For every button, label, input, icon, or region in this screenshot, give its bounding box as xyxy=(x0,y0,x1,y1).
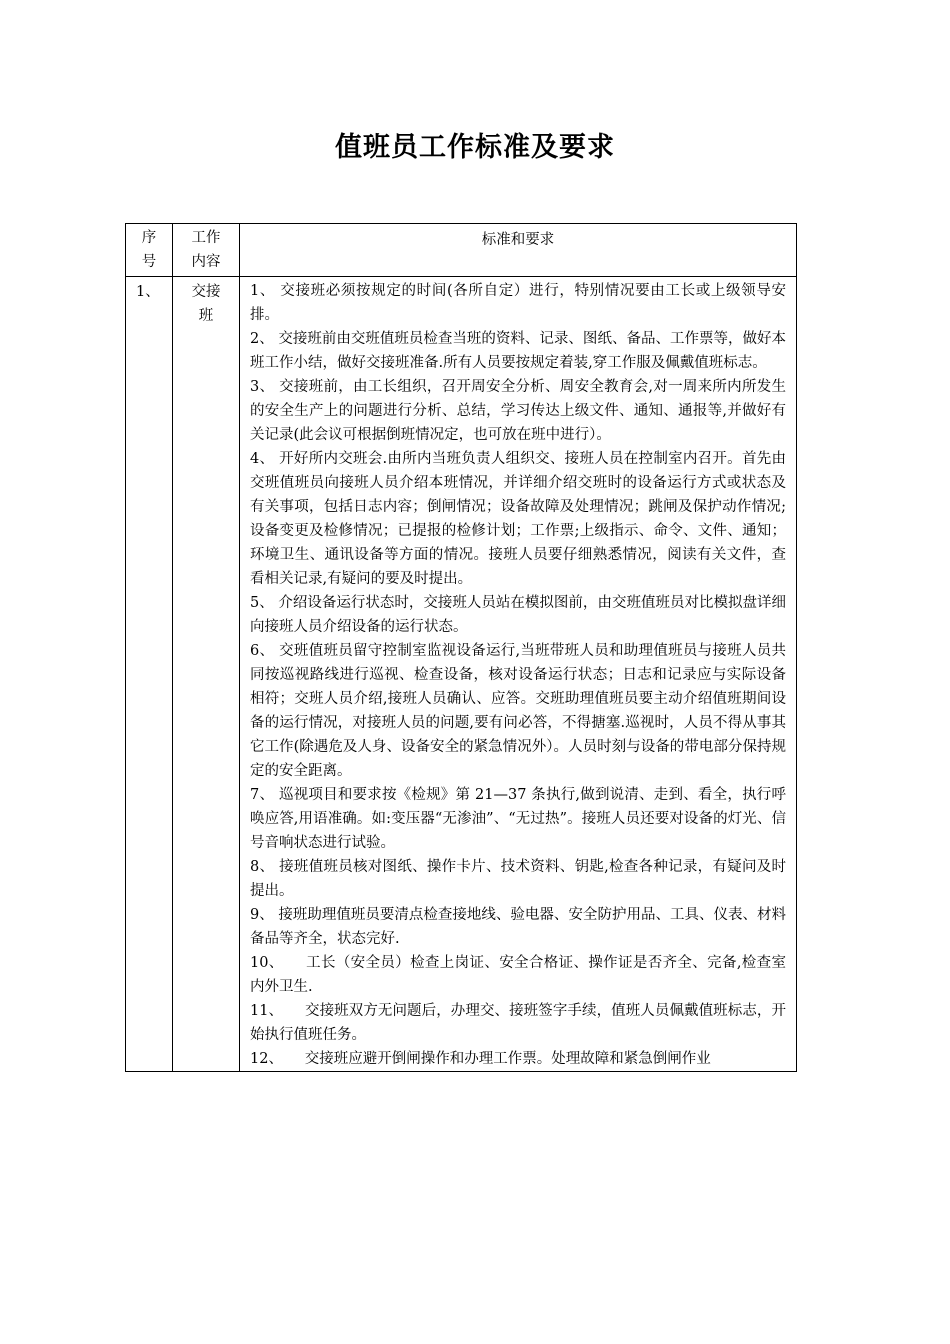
table-header-row xyxy=(126,224,797,277)
header-work-content: 工作 内容 xyxy=(173,224,240,277)
standard-item-11: 11、 交接班双方无问题后，办理交、接班签字手续，值班人员佩戴值班标志，开始执行值班任务。 xyxy=(250,1003,786,1043)
standards-table xyxy=(125,223,797,1072)
row-work-content: 交接 班 xyxy=(173,277,240,1072)
standard-item-6: 6、 交班值班员留守控制室监视设备运行,当班带班人员和助理值班员与接班人员共同按巡视路线进行巡视、检查设备，核对设备运行状态；日志和记录应与实际设备相符；交班人员介绍,接班人员确认、应答。交班助理值班员要主动介绍值班期间设备的运行情况，对接班人员的问题,要有问必答，不得搪塞.巡视时，人员不得从事其它工作(除遇危及人身、设备安全的紧急情况外）。人员时刻与设备的带电部分保持规定的安全距离。 xyxy=(250,643,786,779)
standard-item-12: 12、 交接班应避开倒闸操作和办理工作票。处理故障和紧急倒闸作业 xyxy=(250,1051,711,1067)
standard-item-9: 9、 接班助理值班员要清点检查接地线、验电器、安全防护用品、工具、仪表、材料备品等齐全，状态完好. xyxy=(250,907,786,947)
table-row xyxy=(126,277,797,1072)
row-standards-list xyxy=(240,277,797,1072)
header-serial-number: 序 号 xyxy=(126,224,173,277)
row-serial-number: 1、 xyxy=(126,277,173,1072)
standard-item-1: 1、 交接班必须按规定的时间(各所自定）进行，特别情况要由工长或上级领导安排。 xyxy=(250,283,786,323)
header-standards-and-requirements: 标准和要求 xyxy=(240,224,797,277)
standard-item-5: 5、 介绍设备运行状态时，交接班人员站在模拟图前，由交班值班员对比模拟盘详细向接班人员介绍设备的运行状态。 xyxy=(250,595,786,635)
standard-item-7: 7、 巡视项目和要求按《检规》第 21—37 条执行,做到说清、走到、看全，执行呼唤应答,用语准确。如:变压器“无渗油”、“无过热”。接班人员还要对设备的灯光、信号音响状态进行试验。 xyxy=(250,787,786,851)
standard-item-8: 8、 接班值班员核对图纸、操作卡片、技术资料、钥匙,检查各种记录，有疑问及时提出。 xyxy=(250,859,786,899)
document-title: 值班员工作标准及要求 xyxy=(335,132,615,163)
standard-item-3: 3、 交接班前，由工长组织，召开周安全分析、周安全教育会,对一周来所内所发生的安全生产上的问题进行分析、总结，学习传达上级文件、通知、通报等,并做好有关记录(此会议可根据倒班情况定，也可放在班中进行）。 xyxy=(250,379,786,443)
standard-item-10: 10、 工长（安全员）检查上岗证、安全合格证、操作证是否齐全、完备,检查室内外卫生. xyxy=(250,955,786,995)
standard-item-2: 2、 交接班前由交班值班员检查当班的资料、记录、图纸、备品、工作票等，做好本班工作小结，做好交接班准备.所有人员要按规定着装,穿工作服及佩戴值班标志。 xyxy=(250,331,786,371)
standard-item-4: 4、 开好所内交班会.由所内当班负责人组织交、接班人员在控制室内召开。首先由交班值班员向接班人员介绍本班情况，并详细介绍交班时的设备运行方式或状态及有关事项，包括日志内容；倒闸情况；设备故障及处理情况；跳闸及保护动作情况;设备变更及检修情况；已提报的检修计划；工作票;上级指示、命令、文件、通知；环境卫生、通讯设备等方面的情况。接班人员要仔细熟悉情况，阅读有关文件，查看相关记录,有疑问的要及时提出。 xyxy=(250,451,786,587)
